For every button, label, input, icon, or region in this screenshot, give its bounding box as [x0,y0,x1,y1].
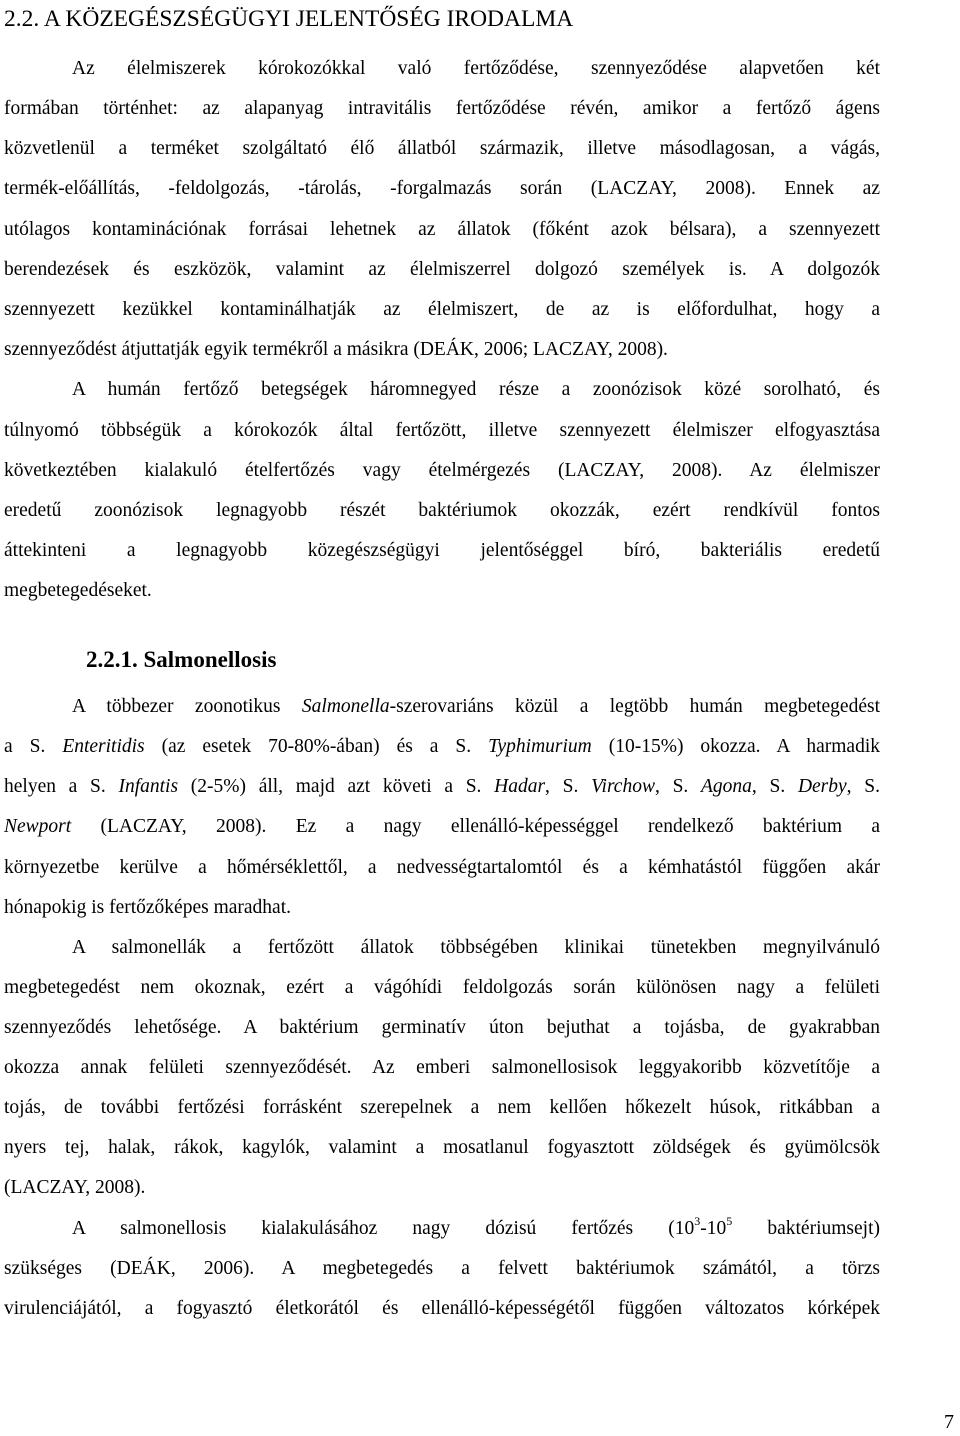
text-line: helyen a S. Infantis (2-5%) áll, majd azt követi a S. Hadar, S. Virchow, S. Agona, S. Derby, S. [4,776,880,797]
subsection-heading: 2.2.1. Salmonellosis [86,647,277,672]
text-line: tojás, de további fertőzési forrásként szerepelnek a nem kellően hőkezelt húsok, ritkábban a [4,1097,880,1118]
text-line: közvetlenül a terméket szolgáltató élő állatból származik, illetve másodlagosan, a vágás, [4,138,880,159]
text-line: A humán fertőző betegségek háromnegyed része a zoonózisok közé sorolható, és [72,379,880,400]
text-line: termék-előállítás, -feldolgozás, -tárolás, -forgalmazás során (LACZAY, 2008). Ennek az [4,178,880,199]
text-line: A többezer zoonotikus Salmonella-szerovariáns közül a legtöbb humán megbetegedést [72,696,880,717]
text-line: berendezések és eszközök, valamint az élelmiszerrel dolgozó személyek is. A dolgozók [4,259,880,280]
text-line: szennyeződés lehetősége. A baktérium germinatív úton bejuthat a tojásba, de gyakrabban [4,1017,880,1038]
text-line: A salmonellák a fertőzött állatok többségében klinikai tünetekben megnyilvánuló [72,937,880,958]
text-line: szennyeződést átjuttatják egyik termékről a másikra (DEÁK, 2006; LACZAY, 2008). [4,339,668,360]
text-line: virulenciájától, a fogyasztó életkorától és ellenálló-képességétől függően változatos kórképek [4,1298,880,1319]
text-line: A salmonellosis kialakulásához nagy dózisú fertőzés ($10^3-10^5$ baktériumsejt) [72,1214,880,1239]
text-line: nyers tej, halak, rákok, kagylók, valamint a mosatlanul fogyasztott zöldségek és gyümölcsök [4,1137,880,1158]
superscript: 5 [726,1214,733,1228]
text-line: túlnyomó többségük a kórokozók által fertőzött, illetve szennyezett élelmiszer elfogyasztása [4,420,880,441]
text-line: eredetű zoonózisok legnagyobb részét baktériumok okozzák, ezért rendkívül fontos [4,500,880,521]
text-line: következtében kialakuló ételfertőzés vagy ételmérgezés (LACZAY, 2008). Az élelmiszer [4,460,880,481]
text-line: szennyezett kezükkel kontaminálhatják az élelmiszert, de az is előfordulhat, hogy a [4,299,880,320]
text-line: szükséges (DEÁK, 2006). A megbetegedés a felvett baktériumok számától, a törzs [4,1258,880,1279]
text-line: megbetegedést nem okoznak, ezért a vágóhídi feldolgozás során különösen nagy a felületi [4,977,880,998]
text-line: Newport (LACZAY, 2008). Ez a nagy ellenálló-képességgel rendelkező baktérium a [4,816,880,837]
text-line: Az élelmiszerek kórokozókkal való fertőződése, szennyeződése alapvetően két [72,58,880,79]
text-line: a S. Enteritidis (az esetek 70-80%-ában) és a S. Typhimurium (10-15%) okozza. A harmadik [4,736,880,757]
text-line: megbetegedéseket. [4,580,152,601]
text-line: formában történhet: az alapanyag intravitális fertőződése révén, amikor a fertőző ágens [4,98,880,119]
text-line: (LACZAY, 2008). [4,1177,146,1198]
text-line: okozza annak felületi szennyeződését. Az emberi salmonellosisok leggyakoribb közvetítője a [4,1057,880,1078]
superscript: 3 [694,1214,701,1228]
text-line: hónapokig is fertőzőképes maradhat. [4,897,291,918]
text-line: utólagos kontaminációnak forrásai lehetnek az állatok (főként azok bélsara), a szennyezett [4,219,880,240]
text-line: áttekinteni a legnagyobb közegészségügyi jelentőséggel bíró, bakteriális eredetű [4,540,880,561]
page-number: 7 [944,1411,954,1433]
text-line: környezetbe kerülve a hőmérséklettől, a nedvességtartalomtól és a kémhatástól függően akár [4,857,880,878]
section-heading: 2.2. A KÖZEGÉSZSÉGÜGYI JELENTŐSÉG IRODALMA [4,6,574,32]
